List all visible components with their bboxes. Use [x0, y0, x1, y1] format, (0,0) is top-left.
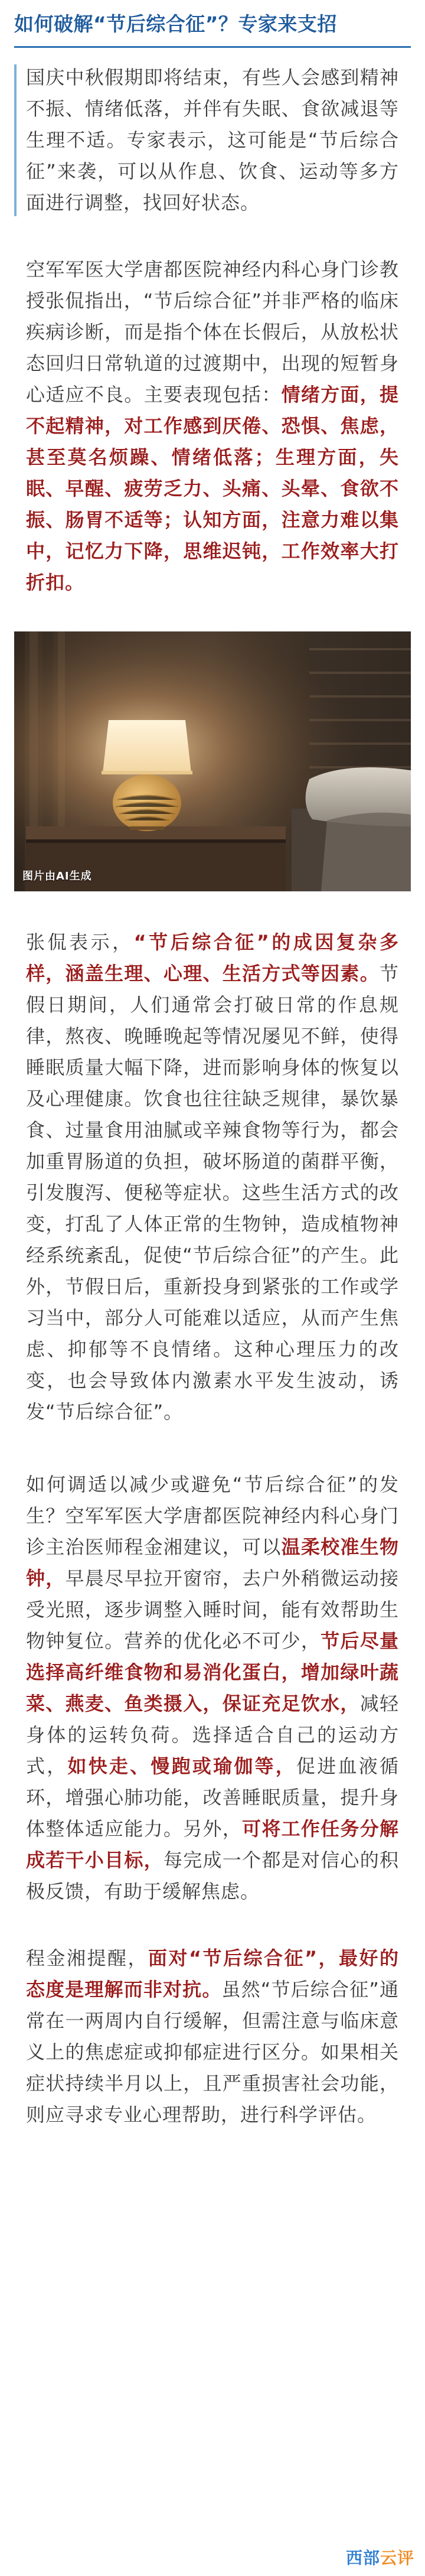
- body-text: 每完成一个都是对信心的积极反馈，有助于缓解焦虑。: [26, 1849, 399, 1903]
- emphasis-text: 可将工作任务分解成若干小目标，: [26, 1818, 399, 1871]
- emphasis-text: “节后综合征”的成因复杂多样，涵盖生理、心理、生活方式等因素。: [26, 931, 399, 985]
- intro-block: [14, 62, 411, 219]
- body-text: 减轻身体的运转负荷。选择适合自己的运动方式，: [26, 1692, 399, 1777]
- emphasis-text: 温柔校准生物钟，: [26, 1536, 399, 1590]
- watermark-text-1: 西部: [345, 2548, 380, 2568]
- body-text: 如何调适以减少或避免“节后综合征”的发生？空军军医大学唐都医院神经内科心身门诊主治医师程金湘建议，可以: [26, 1473, 399, 1558]
- watermark-text-2: 云评: [380, 2548, 414, 2568]
- title-block: [14, 11, 411, 48]
- article-photo: [14, 631, 411, 891]
- emphasis-text: 如快走、慢跑或瑜伽等，: [67, 1755, 297, 1777]
- body-text: 促进血液循环，增强心肺功能，改善睡眠质量，提升身体整体适应能力。另外，: [26, 1755, 399, 1840]
- paragraph-symptoms: [0, 254, 425, 598]
- body-text: 虽然“节后综合征”通常在一两周内自行缓解，但需注意与临床意义上的焦虑症或抑郁症进行区分。如果相关症状持续半月以上，且严重损害社会功能，则应寻求专业心理帮助，进行科学评估。: [26, 1978, 399, 2126]
- paragraph-causes: [0, 927, 425, 1428]
- body-text: 空军军医大学唐都医院神经内科心身门诊教授张侃指出，“节后综合征”并非严格的临床疾病诊断，而是指个体在长假后，从放松状态回归日常轨道的过渡期中，出现的短暂身心适应不良。主要表现包括：: [26, 258, 399, 406]
- paragraph-reminder: [0, 1943, 425, 2131]
- body-text: 程金湘提醒，: [26, 1947, 148, 1969]
- watermark-logo: [346, 2545, 414, 2569]
- body-text: 早晨尽早拉开窗帘，去户外稍微运动接受光照，逐步调整入睡时间，能有效帮助生物钟复位。营养的优化必不可少，: [26, 1567, 399, 1652]
- body-text: 节假日期间，人们通常会打破日常的作息规律，熬夜、晚睡晚起等情况屡见不鲜，使得睡眠质量大幅下降，进而影响身体的恢复以及心理健康。饮食也往往缺乏规律，暴饮暴食、过量食用油腻或辛辣食物等行为，都会加重胃肠道的负担，破坏肠道的菌群平衡，引发腹泻、便秘等症状。这些生活方式的改变，打乱了人体正常的生物钟，造成植物神经系统紊乱，促使“节后综合征”的产生。此外，节假日后，重新投身到紧张的工作或学习当中，部分人可能难以适应，从而产生焦虑、抑郁等不良情绪。这种心理压力的改变，也会导致体内激素水平发生波动，诱发“节后综合征”。: [26, 962, 399, 1423]
- article-title: 如何破解“节后综合征”？专家来支招: [14, 12, 337, 35]
- emphasis-text: 情绪方面，提不起精神，对工作感到厌倦、恐惧、焦虑，甚至莫名烦躁、情绪低落；生理方面，失眠、早醒、疲劳乏力、头痛、头晕、食欲不振、肠胃不适等；认知方面，注意力难以集中，记忆力下降，思维迟钝，工作效率大打折扣。: [26, 383, 399, 594]
- body-text: 张侃表示，: [26, 931, 134, 953]
- article: [0, 11, 425, 2131]
- intro-paragraph: 国庆中秋假期即将结束，有些人会感到精神不振、情绪低落，并伴有失眠、食欲减退等生理不适。专家表示，这可能是“节后综合征”来袭，可以从作息、饮食、运动等多方面进行调整，找回好状态。: [26, 66, 399, 214]
- emphasis-text: 节后尽量选择高纤维食物和易消化蛋白，增加绿叶蔬菜、燕麦、鱼类摄入，保证充足饮水，: [26, 1630, 399, 1715]
- paragraph-advice: [0, 1469, 425, 1907]
- bedside-lamp-illustration: [14, 631, 411, 891]
- photo-caption: 图片由AI生成: [22, 870, 92, 882]
- emphasis-text: 面对“节后综合征”，最好的态度是理解而非对抗。: [26, 1947, 399, 2001]
